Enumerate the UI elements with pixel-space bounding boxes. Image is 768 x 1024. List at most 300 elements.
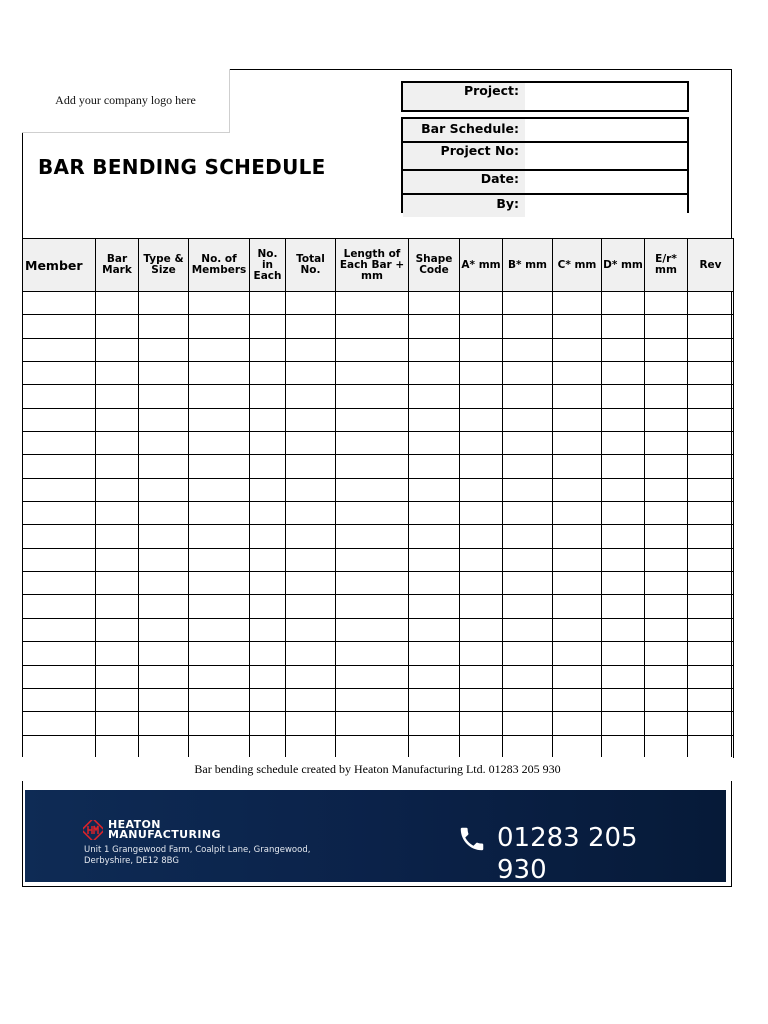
table-cell[interactable]: [96, 408, 139, 431]
table-cell[interactable]: [602, 315, 645, 338]
table-cell[interactable]: [189, 315, 250, 338]
table-cell[interactable]: [503, 408, 553, 431]
table-cell[interactable]: [96, 432, 139, 455]
table-cell[interactable]: [460, 338, 503, 361]
table-cell[interactable]: [189, 548, 250, 571]
table-cell[interactable]: [460, 642, 503, 665]
table-cell[interactable]: [139, 665, 189, 688]
table-cell[interactable]: [460, 572, 503, 595]
table-cell[interactable]: [688, 338, 734, 361]
logo-placeholder-text: Add your company logo here: [55, 93, 196, 107]
table-cell[interactable]: [409, 408, 460, 431]
table-cell[interactable]: [645, 338, 688, 361]
table-cell[interactable]: [139, 735, 189, 758]
table-cell[interactable]: [553, 735, 602, 758]
table-cell[interactable]: [553, 688, 602, 711]
table-cell[interactable]: [336, 385, 409, 408]
table-cell[interactable]: [460, 502, 503, 525]
table-cell[interactable]: [250, 385, 286, 408]
table-cell[interactable]: [553, 525, 602, 548]
table-cell[interactable]: [688, 642, 734, 665]
table-cell[interactable]: [286, 735, 336, 758]
table-cell[interactable]: [553, 665, 602, 688]
table-cell[interactable]: [96, 385, 139, 408]
table-cell[interactable]: [250, 572, 286, 595]
table-cell[interactable]: [23, 688, 96, 711]
table-cell[interactable]: [336, 595, 409, 618]
table-cell[interactable]: [250, 735, 286, 758]
table-cell[interactable]: [553, 548, 602, 571]
table-cell[interactable]: [409, 735, 460, 758]
phone-number[interactable]: 01283 205 930: [497, 823, 638, 885]
column-header: No. of Members: [189, 239, 250, 292]
table-cell[interactable]: [645, 688, 688, 711]
table-cell[interactable]: [602, 408, 645, 431]
table-row: [23, 735, 734, 758]
table-cell[interactable]: [602, 455, 645, 478]
table-cell[interactable]: [688, 455, 734, 478]
table-cell[interactable]: [553, 478, 602, 501]
table-cell[interactable]: [250, 362, 286, 385]
table-cell[interactable]: [139, 338, 189, 361]
table-cell[interactable]: [503, 292, 553, 315]
table-cell[interactable]: [139, 642, 189, 665]
table-cell[interactable]: [553, 618, 602, 641]
table-cell[interactable]: [688, 688, 734, 711]
table-cell[interactable]: [553, 315, 602, 338]
table-cell[interactable]: [688, 712, 734, 735]
table-cell[interactable]: [139, 548, 189, 571]
table-cell[interactable]: [688, 548, 734, 571]
table-cell[interactable]: [336, 362, 409, 385]
table-cell[interactable]: [602, 735, 645, 758]
table-cell[interactable]: [645, 642, 688, 665]
table-cell[interactable]: [460, 292, 503, 315]
table-cell[interactable]: [503, 665, 553, 688]
table-cell[interactable]: [189, 432, 250, 455]
table-cell[interactable]: [336, 432, 409, 455]
table-cell[interactable]: [602, 362, 645, 385]
table-cell[interactable]: [286, 385, 336, 408]
table-cell[interactable]: [23, 572, 96, 595]
table-cell[interactable]: [286, 408, 336, 431]
table-cell[interactable]: [96, 688, 139, 711]
table-cell[interactable]: [503, 572, 553, 595]
table-cell[interactable]: [286, 665, 336, 688]
table-cell[interactable]: [336, 688, 409, 711]
table-cell[interactable]: [645, 618, 688, 641]
table-cell[interactable]: [688, 665, 734, 688]
table-cell[interactable]: [409, 665, 460, 688]
table-cell[interactable]: [96, 665, 139, 688]
table-cell[interactable]: [409, 362, 460, 385]
table-cell[interactable]: [503, 688, 553, 711]
table-cell[interactable]: [336, 408, 409, 431]
table-cell[interactable]: [645, 315, 688, 338]
table-cell[interactable]: [688, 618, 734, 641]
table-cell[interactable]: [336, 735, 409, 758]
date-field[interactable]: [525, 171, 687, 193]
table-cell[interactable]: [23, 338, 96, 361]
table-cell[interactable]: [139, 315, 189, 338]
table-cell[interactable]: [602, 338, 645, 361]
table-cell[interactable]: [460, 548, 503, 571]
table-cell[interactable]: [602, 525, 645, 548]
table-cell[interactable]: [189, 595, 250, 618]
table-cell[interactable]: [645, 712, 688, 735]
table-cell[interactable]: [139, 572, 189, 595]
table-cell[interactable]: [645, 292, 688, 315]
table-cell[interactable]: [553, 642, 602, 665]
table-cell[interactable]: [503, 712, 553, 735]
table-cell[interactable]: [688, 572, 734, 595]
table-cell[interactable]: [645, 665, 688, 688]
table-cell[interactable]: [250, 455, 286, 478]
table-cell[interactable]: [23, 665, 96, 688]
table-row: [23, 665, 734, 688]
table-cell[interactable]: [23, 408, 96, 431]
table-cell[interactable]: [23, 548, 96, 571]
table-cell[interactable]: [336, 642, 409, 665]
table-cell[interactable]: [409, 642, 460, 665]
table-cell[interactable]: [553, 595, 602, 618]
table-cell[interactable]: [409, 688, 460, 711]
table-cell[interactable]: [409, 502, 460, 525]
table-cell[interactable]: [409, 618, 460, 641]
table-cell[interactable]: [645, 595, 688, 618]
table-cell[interactable]: [189, 665, 250, 688]
table-cell[interactable]: [602, 432, 645, 455]
table-cell[interactable]: [96, 478, 139, 501]
table-cell[interactable]: [96, 595, 139, 618]
phone-icon: [457, 824, 487, 854]
table-cell[interactable]: [645, 525, 688, 548]
table-cell[interactable]: [286, 618, 336, 641]
table-cell[interactable]: [503, 618, 553, 641]
table-cell[interactable]: [503, 525, 553, 548]
table-cell[interactable]: [503, 735, 553, 758]
table-cell[interactable]: [286, 362, 336, 385]
table-cell[interactable]: [23, 642, 96, 665]
table-cell[interactable]: [286, 595, 336, 618]
table-cell[interactable]: [409, 548, 460, 571]
table-cell[interactable]: [336, 618, 409, 641]
bar-schedule-field[interactable]: [525, 119, 687, 141]
table-cell[interactable]: [553, 338, 602, 361]
table-cell[interactable]: [23, 712, 96, 735]
table-cell[interactable]: [553, 385, 602, 408]
table-cell[interactable]: [139, 525, 189, 548]
brand-line-2: MANUFACTURING: [108, 828, 221, 841]
table-cell[interactable]: [409, 525, 460, 548]
table-cell[interactable]: [139, 618, 189, 641]
page-title: BAR BENDING SCHEDULE: [38, 155, 326, 179]
table-row: [23, 525, 734, 548]
table-cell[interactable]: [409, 338, 460, 361]
table-cell[interactable]: [189, 362, 250, 385]
table-cell[interactable]: [23, 478, 96, 501]
table-cell[interactable]: [250, 688, 286, 711]
table-cell[interactable]: [688, 432, 734, 455]
table-cell[interactable]: [23, 432, 96, 455]
project-no-field[interactable]: [525, 143, 687, 169]
table-cell[interactable]: [96, 338, 139, 361]
table-cell[interactable]: [250, 712, 286, 735]
table-cell[interactable]: [96, 735, 139, 758]
table-cell[interactable]: [602, 688, 645, 711]
table-cell[interactable]: [460, 315, 503, 338]
table-cell[interactable]: [602, 385, 645, 408]
table-cell[interactable]: [286, 338, 336, 361]
table-cell[interactable]: [336, 292, 409, 315]
table-cell[interactable]: [460, 688, 503, 711]
table-cell[interactable]: [96, 642, 139, 665]
table-cell[interactable]: [409, 478, 460, 501]
table-cell[interactable]: [553, 712, 602, 735]
table-cell[interactable]: [96, 292, 139, 315]
table-cell[interactable]: [23, 385, 96, 408]
table-cell[interactable]: [250, 618, 286, 641]
table-cell[interactable]: [23, 315, 96, 338]
column-header: No. in Each: [250, 239, 286, 292]
table-cell[interactable]: [189, 572, 250, 595]
table-cell[interactable]: [189, 642, 250, 665]
table-cell[interactable]: [602, 478, 645, 501]
table-cell[interactable]: [250, 292, 286, 315]
table-cell[interactable]: [286, 548, 336, 571]
table-cell[interactable]: [503, 385, 553, 408]
table-cell[interactable]: [409, 292, 460, 315]
table-cell[interactable]: [96, 362, 139, 385]
table-cell[interactable]: [553, 455, 602, 478]
table-cell[interactable]: [460, 455, 503, 478]
table-cell[interactable]: [460, 712, 503, 735]
table-cell[interactable]: [189, 385, 250, 408]
table-cell[interactable]: [645, 548, 688, 571]
table-cell[interactable]: [139, 432, 189, 455]
table-cell[interactable]: [336, 455, 409, 478]
table-cell[interactable]: [23, 362, 96, 385]
table-cell[interactable]: [553, 408, 602, 431]
table-cell[interactable]: [688, 525, 734, 548]
table-cell[interactable]: [189, 712, 250, 735]
table-cell[interactable]: [139, 712, 189, 735]
table-cell[interactable]: [189, 478, 250, 501]
table-cell[interactable]: [553, 432, 602, 455]
table-cell[interactable]: [23, 292, 96, 315]
table-cell[interactable]: [409, 595, 460, 618]
table-cell[interactable]: [139, 595, 189, 618]
table-cell[interactable]: [409, 712, 460, 735]
table-cell[interactable]: [336, 665, 409, 688]
table-cell[interactable]: [688, 478, 734, 501]
table-cell[interactable]: [602, 642, 645, 665]
table-cell[interactable]: [460, 478, 503, 501]
table-cell[interactable]: [688, 735, 734, 758]
company-logo-placeholder[interactable]: [22, 69, 230, 133]
table-cell[interactable]: [460, 735, 503, 758]
table-cell[interactable]: [503, 362, 553, 385]
table-cell[interactable]: [286, 478, 336, 501]
table-cell[interactable]: [645, 362, 688, 385]
column-header: Type & Size: [139, 239, 189, 292]
table-cell[interactable]: [23, 618, 96, 641]
table-cell[interactable]: [139, 478, 189, 501]
table-cell[interactable]: [250, 315, 286, 338]
table-cell[interactable]: [23, 502, 96, 525]
table-cell[interactable]: [189, 408, 250, 431]
table-cell[interactable]: [645, 735, 688, 758]
table-cell[interactable]: [688, 362, 734, 385]
table-cell[interactable]: [503, 502, 553, 525]
table-cell[interactable]: [286, 315, 336, 338]
table-cell[interactable]: [286, 525, 336, 548]
table-cell[interactable]: [189, 338, 250, 361]
table-cell[interactable]: [460, 665, 503, 688]
table-cell[interactable]: [23, 455, 96, 478]
table-cell[interactable]: [23, 735, 96, 758]
table-cell[interactable]: [503, 315, 553, 338]
table-cell[interactable]: [336, 478, 409, 501]
table-cell[interactable]: [602, 292, 645, 315]
table-cell[interactable]: [250, 502, 286, 525]
table-cell[interactable]: [503, 595, 553, 618]
table-cell[interactable]: [553, 502, 602, 525]
table-cell[interactable]: [460, 385, 503, 408]
table-cell[interactable]: [286, 572, 336, 595]
table-cell[interactable]: [250, 595, 286, 618]
table-cell[interactable]: [460, 432, 503, 455]
table-cell[interactable]: [503, 548, 553, 571]
table-cell[interactable]: [139, 502, 189, 525]
table-cell[interactable]: [139, 455, 189, 478]
table-cell[interactable]: [602, 665, 645, 688]
table-cell[interactable]: [409, 432, 460, 455]
table-cell[interactable]: [250, 432, 286, 455]
table-cell[interactable]: [553, 572, 602, 595]
table-row: [23, 572, 734, 595]
table-cell[interactable]: [602, 712, 645, 735]
table-cell[interactable]: [189, 455, 250, 478]
table-cell[interactable]: [503, 432, 553, 455]
table-cell[interactable]: [645, 385, 688, 408]
table-cell[interactable]: [250, 548, 286, 571]
table-cell[interactable]: [553, 292, 602, 315]
table-cell[interactable]: [189, 502, 250, 525]
table-cell[interactable]: [23, 595, 96, 618]
table-cell[interactable]: [688, 315, 734, 338]
table-cell[interactable]: [602, 502, 645, 525]
table-cell[interactable]: [460, 408, 503, 431]
table-cell[interactable]: [286, 455, 336, 478]
table-cell[interactable]: [189, 525, 250, 548]
table-cell[interactable]: [139, 408, 189, 431]
table-cell[interactable]: [503, 642, 553, 665]
table-cell[interactable]: [336, 502, 409, 525]
table-cell[interactable]: [460, 525, 503, 548]
table-cell[interactable]: [250, 525, 286, 548]
by-field[interactable]: [525, 195, 687, 217]
table-cell[interactable]: [96, 572, 139, 595]
table-cell[interactable]: [96, 525, 139, 548]
table-cell[interactable]: [336, 712, 409, 735]
table-cell[interactable]: [409, 385, 460, 408]
table-cell[interactable]: [503, 478, 553, 501]
table-cell[interactable]: [688, 408, 734, 431]
table-cell[interactable]: [336, 525, 409, 548]
table-cell[interactable]: [286, 688, 336, 711]
table-cell[interactable]: [553, 362, 602, 385]
table-cell[interactable]: [688, 595, 734, 618]
table-cell[interactable]: [688, 502, 734, 525]
table-cell[interactable]: [645, 432, 688, 455]
table-cell[interactable]: [96, 502, 139, 525]
table-cell[interactable]: [96, 455, 139, 478]
table-cell[interactable]: [250, 665, 286, 688]
table-cell[interactable]: [688, 292, 734, 315]
project-field[interactable]: [525, 83, 687, 110]
table-cell[interactable]: [645, 455, 688, 478]
table-cell[interactable]: [96, 315, 139, 338]
table-cell[interactable]: [336, 548, 409, 571]
table-cell[interactable]: [139, 385, 189, 408]
table-cell[interactable]: [96, 618, 139, 641]
table-cell[interactable]: [602, 595, 645, 618]
table-cell[interactable]: [286, 712, 336, 735]
table-cell[interactable]: [460, 362, 503, 385]
table-cell[interactable]: [460, 595, 503, 618]
table-cell[interactable]: [645, 502, 688, 525]
table-cell[interactable]: [645, 478, 688, 501]
table-cell[interactable]: [189, 292, 250, 315]
table-cell[interactable]: [189, 688, 250, 711]
table-cell[interactable]: [96, 712, 139, 735]
table-cell[interactable]: [250, 408, 286, 431]
table-cell[interactable]: [336, 315, 409, 338]
table-cell[interactable]: [23, 525, 96, 548]
table-cell[interactable]: [409, 315, 460, 338]
table-cell[interactable]: [250, 642, 286, 665]
table-cell[interactable]: [96, 548, 139, 571]
table-cell[interactable]: [139, 688, 189, 711]
table-cell[interactable]: [336, 572, 409, 595]
table-cell[interactable]: [139, 362, 189, 385]
table-cell[interactable]: [189, 735, 250, 758]
table-cell[interactable]: [688, 385, 734, 408]
table-cell[interactable]: [503, 338, 553, 361]
table-cell[interactable]: [286, 642, 336, 665]
column-header: E/r* mm: [645, 239, 688, 292]
table-cell[interactable]: [409, 455, 460, 478]
table-cell[interactable]: [602, 618, 645, 641]
table-cell[interactable]: [286, 432, 336, 455]
table-cell[interactable]: [602, 548, 645, 571]
table-cell[interactable]: [139, 292, 189, 315]
table-cell[interactable]: [336, 338, 409, 361]
table-cell[interactable]: [645, 408, 688, 431]
table-cell[interactable]: [286, 502, 336, 525]
table-cell[interactable]: [286, 292, 336, 315]
table-cell[interactable]: [645, 572, 688, 595]
table-cell[interactable]: [250, 338, 286, 361]
column-header: D* mm: [602, 239, 645, 292]
table-cell[interactable]: [409, 572, 460, 595]
table-cell[interactable]: [503, 455, 553, 478]
table-cell[interactable]: [460, 618, 503, 641]
table-cell[interactable]: [602, 572, 645, 595]
table-cell[interactable]: [189, 618, 250, 641]
table-cell[interactable]: [250, 478, 286, 501]
